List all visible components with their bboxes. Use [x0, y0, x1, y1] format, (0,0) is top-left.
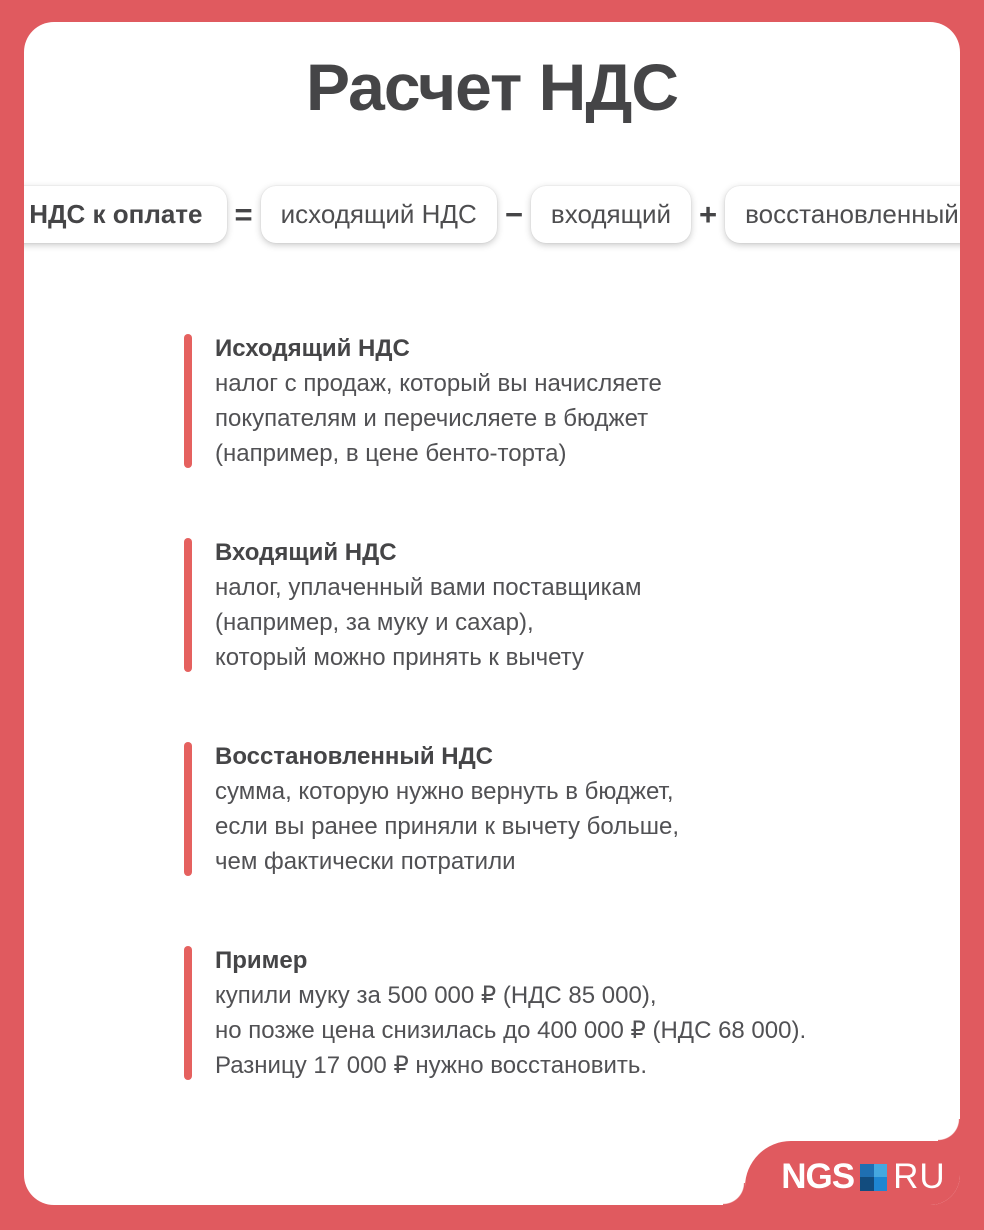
logo-square-quadrant — [860, 1164, 874, 1178]
infographic-card — [24, 22, 960, 1205]
section-line: который можно принять к вычету — [215, 644, 584, 672]
ngs-logo-square-icon — [860, 1164, 887, 1191]
section-line: (например, в цене бенто-торта) — [215, 440, 567, 468]
section-heading: Входящий НДС — [215, 539, 397, 567]
section-line: чем фактически потратили — [215, 848, 516, 876]
section-line: Разницу 17 000 ₽ нужно восстановить. — [215, 1052, 648, 1080]
formula-result-pill: НДС к оплате — [24, 186, 227, 243]
logo-square-quadrant — [874, 1177, 888, 1191]
accent-bar — [184, 946, 192, 1080]
section-text — [215, 739, 679, 879]
section-text — [215, 943, 806, 1083]
section-outgoing-vat — [184, 331, 960, 471]
section-line: купили муку за 500 000 ₽ (НДС 85 000), — [215, 982, 657, 1010]
section-heading: Восстановленный НДС — [215, 743, 494, 771]
formula-incoming-pill: входящий — [531, 186, 691, 243]
accent-bar — [184, 742, 192, 876]
section-heading: Пример — [215, 947, 308, 975]
section-line: (например, за муку и сахар), — [215, 609, 534, 637]
section-incoming-vat — [184, 535, 960, 675]
logo-square-quadrant — [874, 1164, 888, 1178]
brand-tab — [745, 1141, 960, 1205]
section-line: налог, уплаченный вами поставщикам — [215, 574, 642, 602]
logo-square-quadrant — [860, 1177, 874, 1191]
section-text — [215, 331, 662, 471]
section-line: покупателям и перечисляете в бюджет — [215, 405, 649, 433]
equals-sign: = — [234, 196, 253, 232]
tab-fillet-left — [723, 1183, 745, 1205]
minus-sign: − — [504, 196, 523, 232]
section-restored-vat — [184, 739, 960, 879]
ru-logo-text: RU — [893, 1157, 946, 1196]
section-line: если вы ранее приняли к вычету больше, — [215, 813, 679, 841]
section-example — [184, 943, 960, 1083]
formula-restored-pill: восстановленный — [725, 186, 960, 243]
sections-list — [24, 331, 960, 1083]
ngs-ru-logo — [781, 1157, 945, 1197]
accent-bar — [184, 538, 192, 672]
section-line: сумма, которую нужно вернуть в бюджет, — [215, 778, 674, 806]
section-text — [215, 535, 641, 675]
tab-fillet-top — [938, 1119, 960, 1141]
section-line: но позже цена снизилась до 400 000 ₽ (НДС 68 000). — [215, 1017, 807, 1045]
plus-sign: + — [699, 196, 718, 232]
formula-row — [24, 186, 960, 243]
page-title: Расчет НДС — [305, 50, 678, 124]
formula-outgoing-pill: исходящий НДС — [261, 186, 497, 243]
section-line: налог с продаж, который вы начисляете — [215, 370, 662, 398]
accent-bar — [184, 334, 192, 468]
section-heading: Исходящий НДС — [215, 335, 410, 363]
ngs-logo-text: NGS — [781, 1157, 855, 1196]
